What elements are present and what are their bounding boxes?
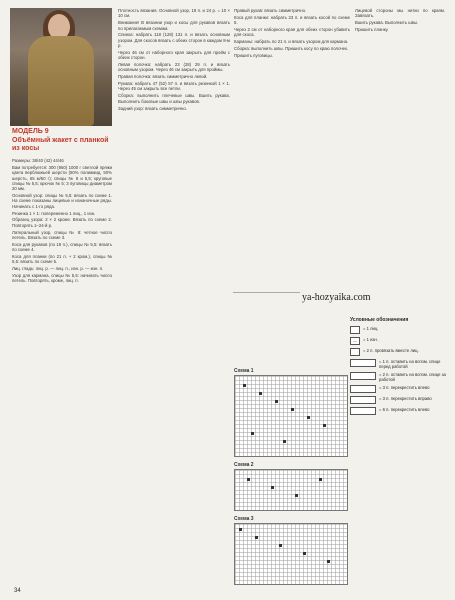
paragraph: Образец узора: 2 × 2 кроме. Вязать по схеме 2. Повторять 1–24-й р. bbox=[12, 217, 112, 228]
stitch-mark bbox=[307, 416, 310, 419]
paragraph: Вшить рукава. Выполнить швы. bbox=[355, 20, 419, 26]
symbol-legend bbox=[350, 318, 448, 418]
stitch-mark bbox=[295, 494, 298, 497]
text-column-3 bbox=[234, 8, 350, 291]
paragraph: Спинка: набрать 118 (128) 131 п. и вязать основным узором. Для скосов вязать с обеих сторон в каждом 8-м р. bbox=[118, 32, 230, 49]
paragraph: Пришить планку. bbox=[355, 27, 389, 33]
stitch-mark bbox=[271, 486, 274, 489]
legend-text: = 6 п. перекрестить влево bbox=[379, 407, 430, 412]
legend-text: = 2 п. провязать вместе лиц. bbox=[363, 348, 419, 353]
legend-text: = 2 п. оставить на вспом. спице за работой bbox=[379, 372, 446, 382]
model-photo bbox=[10, 8, 112, 126]
legend-item bbox=[350, 348, 448, 356]
legend-item bbox=[350, 396, 448, 404]
stitch-mark bbox=[275, 400, 278, 403]
paragraph: Коса для рукавов (по 19 п.), спицы № 5,5: вязать по схеме 4. bbox=[12, 241, 112, 253]
paragraph: Плотность вязания. Основной узор, 18 п. и 24 р. = 10 × 10 см. bbox=[118, 8, 230, 19]
paragraph: Основной узор: спицы № 5,5: вязать по схеме 1. На схеме показаны лицевые и изнаночные ряды. Начинать с 1-го ряда. bbox=[12, 193, 112, 209]
text-column-2 bbox=[118, 8, 230, 588]
purl-symbol-icon: — bbox=[350, 337, 360, 345]
scheme-2-label: Схема 2 bbox=[234, 462, 254, 468]
stitch-mark bbox=[247, 478, 250, 481]
stitch-mark bbox=[283, 440, 286, 443]
stitch-mark bbox=[239, 528, 242, 531]
stitch-mark bbox=[259, 392, 262, 395]
scheme-3-label: Схема 3 bbox=[234, 516, 254, 522]
paragraph: Внимание! В вязании узор и косы для рукавов вязать по прилагаемым схемам. bbox=[118, 20, 230, 31]
legend-text: = 1 изн. bbox=[363, 337, 378, 342]
stitch-mark bbox=[251, 432, 254, 435]
scheme-2-chart bbox=[234, 469, 348, 511]
k2tog-symbol-icon bbox=[350, 348, 360, 356]
paragraph: Рукава: набрать 47 (52) 57 п. и вязать резинкой 1 × 1. Через 45 см закрыть все петли. bbox=[118, 81, 230, 92]
paragraph: Правый рукав: вязать симметрично. bbox=[234, 8, 307, 13]
legend-item bbox=[350, 359, 448, 369]
paragraph: Узор для кармана, спицы № 5,5: начинать число петель. Повторять, кроме, лиц. п. bbox=[12, 273, 112, 284]
paragraph: Коса для планки (по 21 п. + 2 кром.), спицы № 5,5: вязать по схеме 5. bbox=[12, 254, 112, 265]
paragraph: Латеральный узор, спицы № 8: четное число петель. Вязать по схеме 3. bbox=[12, 229, 112, 240]
paragraph: Через 2 см от наборного края для обеих сторон убавить для скоса. bbox=[234, 27, 350, 38]
page-number: 34 bbox=[14, 588, 21, 594]
legend-text: = 3 п. перекрестить вправо bbox=[379, 396, 432, 401]
text-column-4 bbox=[355, 8, 445, 291]
legend-title: Условные обозначения bbox=[350, 317, 409, 323]
stitch-mark bbox=[255, 536, 258, 539]
knit-symbol-icon bbox=[350, 326, 360, 334]
legend-item bbox=[350, 385, 448, 393]
paragraph: Вам потребуется: 300 (950) 1000 г светлой пряжи цвета верблюжьей шерсти (50% полиамид, 50% шерсть, 65 м/50 г); спицы № 8 и 5,5; круговые спицы № 5,5; крючок № 5; 3 пуговицы диаметром 20 мм. bbox=[12, 164, 112, 192]
stitch-mark bbox=[319, 478, 322, 481]
stitch-mark bbox=[303, 552, 306, 555]
model-jacket bbox=[28, 36, 94, 126]
scheme-1-chart bbox=[234, 375, 348, 457]
stitch-mark bbox=[291, 408, 294, 411]
paragraph: Резинка 1 × 1: попеременно 1 лиц., 1 изн. bbox=[12, 210, 96, 216]
cable-front-symbol-icon bbox=[350, 359, 376, 367]
text-column-1 bbox=[12, 158, 112, 588]
stitch-mark bbox=[243, 384, 246, 387]
model-title: МОДЕЛЬ 9 bbox=[12, 128, 49, 135]
scheme-1-label: Схема 1 bbox=[234, 368, 254, 374]
stitch-mark bbox=[327, 560, 330, 563]
stitch-mark bbox=[323, 424, 326, 427]
paragraph: Сборка: выполнить швы. Пришить косу по краю полочек. bbox=[234, 46, 349, 52]
paragraph: Карманы: набрать по 21 п. и вязать узором для кармана. bbox=[234, 39, 349, 45]
cross-6-symbol-icon bbox=[350, 407, 376, 415]
cable-back-symbol-icon bbox=[350, 372, 376, 380]
paragraph: Левая полочка: набрать 23 (28) 29 п. и вязать основным узором. Через 46 см закрыть для проймы. bbox=[118, 62, 230, 73]
legend-text: = 1 лиц. bbox=[363, 326, 379, 331]
paragraph: Правая полочка: вязать симметрично левой. bbox=[118, 74, 208, 80]
paragraph: Сборка: выполнить плечевые швы. Вшить рукава. Выполнить боковые швы и швы рукавов. bbox=[118, 93, 230, 104]
paragraph: Размеры: 38/40 (42) 44/46 bbox=[12, 158, 64, 163]
paragraph: Лиц. гладь: лиц. р. — лиц. п., изн. р. — изн. п. bbox=[12, 266, 104, 272]
model-subtitle: Объёмный жакет с планкой из косы bbox=[12, 137, 109, 152]
paragraph: Пришить пуговицы. bbox=[234, 52, 273, 58]
paragraph: Через 46 см от наборного края закрыть для пройм с обеих сторон. bbox=[118, 49, 230, 61]
legend-text: = 3 п. перекрестить влево bbox=[379, 385, 430, 390]
scheme-3-chart bbox=[234, 523, 348, 585]
cross-right-symbol-icon bbox=[350, 396, 376, 404]
paragraph: Задний узор: вязать симметрично. bbox=[118, 105, 187, 111]
legend-item bbox=[350, 407, 448, 415]
stitch-mark bbox=[279, 544, 282, 547]
paragraph: Лицевой стороны мы нитки по краям. Завязать. bbox=[355, 8, 445, 19]
legend-item bbox=[350, 337, 448, 345]
cross-left-symbol-icon bbox=[350, 385, 376, 393]
paragraph: Коса для планки: набрать 23 п. и вязать косой по схеме 5. bbox=[234, 14, 350, 26]
site-watermark[interactable]: ya-hozyaika.com bbox=[302, 292, 371, 303]
legend-item bbox=[350, 372, 448, 382]
legend-item bbox=[350, 326, 448, 334]
legend-text: = 1 п. оставить на вспом. спице перед работой bbox=[379, 359, 441, 369]
